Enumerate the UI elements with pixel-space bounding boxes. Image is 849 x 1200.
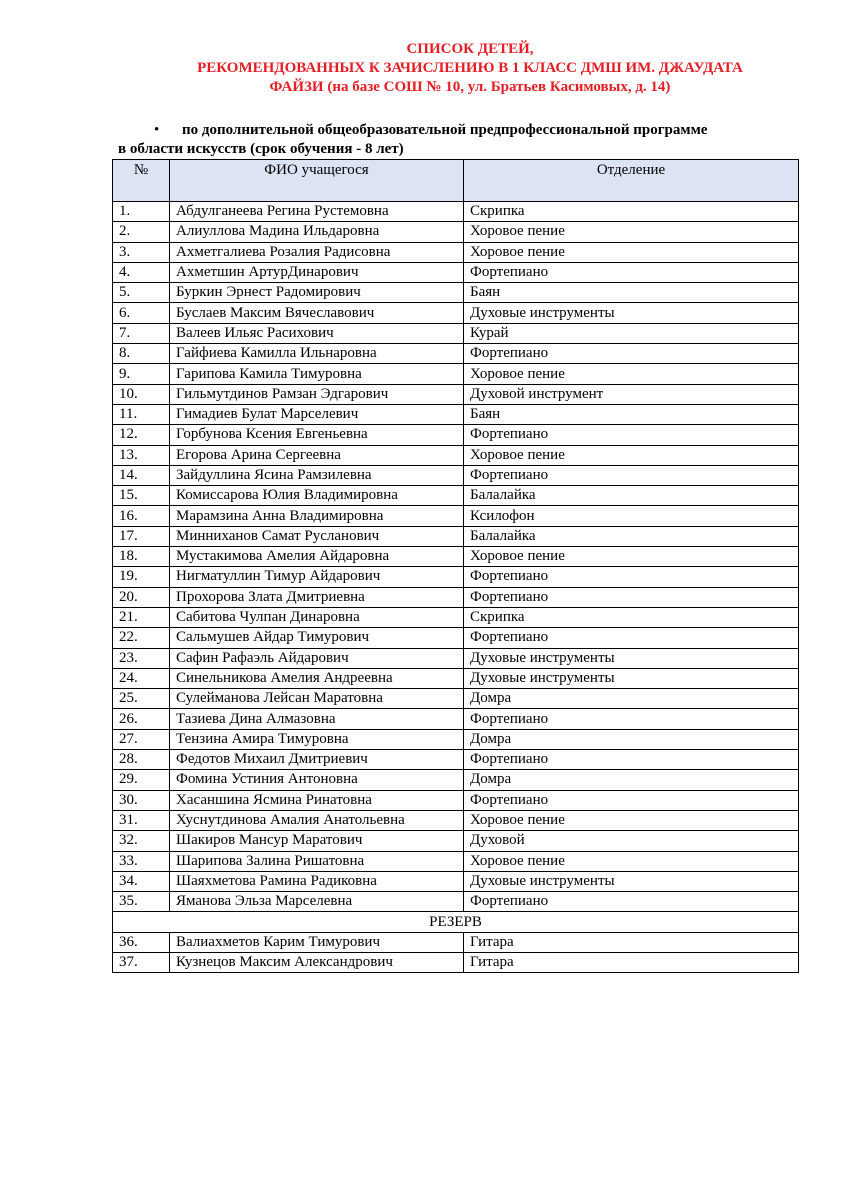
row-number: 16. (113, 506, 170, 526)
table-row (113, 242, 799, 262)
table-row (113, 709, 799, 729)
header-number: № (113, 160, 170, 202)
table-row (113, 303, 799, 323)
department: Фортепиано (464, 750, 799, 770)
table-row (113, 871, 799, 891)
row-number: 18. (113, 547, 170, 567)
table-row (113, 628, 799, 648)
department: Баян (464, 283, 799, 303)
row-number: 5. (113, 283, 170, 303)
student-name: Буслаев Максим Вячеславович (170, 303, 464, 323)
row-number: 30. (113, 790, 170, 810)
student-name: Сафин Рафаэль Айдарович (170, 648, 464, 668)
department: Фортепиано (464, 790, 799, 810)
student-name: Гимадиев Булат Марселевич (170, 404, 464, 424)
row-number: 11. (113, 404, 170, 424)
department: Хоровое пение (464, 851, 799, 871)
row-number: 2. (113, 222, 170, 242)
table-row (113, 932, 799, 952)
table-row (113, 567, 799, 587)
table-row (113, 831, 799, 851)
student-name: Тензина Амира Тимуровна (170, 729, 464, 749)
bullet-icon: • (154, 122, 160, 138)
table-header-row (113, 160, 799, 202)
row-number: 15. (113, 486, 170, 506)
document-title (100, 40, 840, 97)
department: Скрипка (464, 607, 799, 627)
students-table (112, 159, 799, 973)
department: Гитара (464, 932, 799, 952)
row-number: 8. (113, 344, 170, 364)
student-name: Алиуллова Мадина Ильдаровна (170, 222, 464, 242)
title-line-3: ФАЙЗИ (на базе СОШ № 10, ул. Братьев Касимовых, д. 14) (269, 79, 671, 95)
table-row (113, 425, 799, 445)
department: Фортепиано (464, 567, 799, 587)
student-name: Сулейманова Лейсан Маратовна (170, 689, 464, 709)
table-row (113, 952, 799, 972)
department: Хоровое пение (464, 364, 799, 384)
table-row (113, 404, 799, 424)
student-name: Егорова Арина Сергеевна (170, 445, 464, 465)
table-row (113, 689, 799, 709)
row-number: 13. (113, 445, 170, 465)
department: Домра (464, 729, 799, 749)
table-row (113, 202, 799, 222)
student-name: Гильмутдинов Рамзан Эдгарович (170, 384, 464, 404)
program-description (118, 121, 707, 159)
department: Фортепиано (464, 344, 799, 364)
student-name: Тазиева Дина Алмазовна (170, 709, 464, 729)
table-row (113, 892, 799, 912)
student-name: Комиссарова Юлия Владимировна (170, 486, 464, 506)
student-name: Марамзина Анна Владимировна (170, 506, 464, 526)
row-number: 31. (113, 810, 170, 830)
table-row (113, 810, 799, 830)
student-name: Горбунова Ксения Евгеньевна (170, 425, 464, 445)
title-line-1: СПИСОК ДЕТЕЙ, (406, 41, 534, 57)
table-row (113, 486, 799, 506)
reserve-row (113, 912, 799, 932)
student-name: Федотов Михаил Дмитриевич (170, 750, 464, 770)
department: Ксилофон (464, 506, 799, 526)
student-name: Сабитова Чулпан Динаровна (170, 607, 464, 627)
row-number: 6. (113, 303, 170, 323)
student-name: Прохорова Злата Дмитриевна (170, 587, 464, 607)
student-name: Яманова Эльза Марселевна (170, 892, 464, 912)
row-number: 34. (113, 871, 170, 891)
student-name: Зайдуллина Ясина Рамзилевна (170, 465, 464, 485)
student-name: Нигматуллин Тимур Айдарович (170, 567, 464, 587)
table-row (113, 607, 799, 627)
student-name: Гарипова Камила Тимуровна (170, 364, 464, 384)
table-row (113, 729, 799, 749)
table-row (113, 222, 799, 242)
row-number: 19. (113, 567, 170, 587)
department: Фортепиано (464, 709, 799, 729)
department: Хоровое пение (464, 222, 799, 242)
department: Фортепиано (464, 587, 799, 607)
row-number: 3. (113, 242, 170, 262)
student-name: Минниханов Самат Русланович (170, 526, 464, 546)
student-name: Синельникова Амелия Андреевна (170, 668, 464, 688)
header-name: ФИО учащегося (170, 160, 464, 202)
table-row (113, 506, 799, 526)
row-number: 9. (113, 364, 170, 384)
row-number: 17. (113, 526, 170, 546)
student-name: Хуснутдинова Амалия Анатольевна (170, 810, 464, 830)
student-name: Хасаншина Ясмина Ринатовна (170, 790, 464, 810)
student-name: Ахметгалиева Розалия Радисовна (170, 242, 464, 262)
table-row (113, 547, 799, 567)
student-name: Фомина Устиния Антоновна (170, 770, 464, 790)
department: Домра (464, 770, 799, 790)
row-number: 7. (113, 323, 170, 343)
department: Фортепиано (464, 628, 799, 648)
row-number: 28. (113, 750, 170, 770)
student-name: Мустакимова Амелия Айдаровна (170, 547, 464, 567)
department: Скрипка (464, 202, 799, 222)
department: Фортепиано (464, 465, 799, 485)
department: Хоровое пение (464, 445, 799, 465)
table-row (113, 364, 799, 384)
student-name: Шакиров Мансур Маратович (170, 831, 464, 851)
department: Балалайка (464, 526, 799, 546)
program-text-1: по дополнительной общеобразовательной предпрофессиональной программе (182, 122, 708, 138)
row-number: 36. (113, 932, 170, 952)
program-line-2: в области искусств (срок обучения - 8 лет) (118, 141, 404, 157)
student-name: Шарипова Залина Ришатовна (170, 851, 464, 871)
reserve-label: РЕЗЕРВ (113, 912, 799, 932)
department: Фортепиано (464, 262, 799, 282)
department: Духовой инструмент (464, 384, 799, 404)
row-number: 1. (113, 202, 170, 222)
table-row (113, 648, 799, 668)
table-row (113, 668, 799, 688)
row-number: 27. (113, 729, 170, 749)
row-number: 22. (113, 628, 170, 648)
table-row (113, 262, 799, 282)
department: Хоровое пение (464, 242, 799, 262)
row-number: 26. (113, 709, 170, 729)
student-name: Валиахметов Карим Тимурович (170, 932, 464, 952)
program-line-1 (118, 121, 707, 140)
table-row (113, 384, 799, 404)
row-number: 10. (113, 384, 170, 404)
department: Хоровое пение (464, 547, 799, 567)
row-number: 14. (113, 465, 170, 485)
department: Духовой (464, 831, 799, 851)
row-number: 33. (113, 851, 170, 871)
row-number: 20. (113, 587, 170, 607)
row-number: 37. (113, 952, 170, 972)
student-name: Ахметшин АртурДинарович (170, 262, 464, 282)
department: Духовые инструменты (464, 668, 799, 688)
table-row (113, 587, 799, 607)
header-department: Отделение (464, 160, 799, 202)
student-name: Кузнецов Максим Александрович (170, 952, 464, 972)
row-number: 35. (113, 892, 170, 912)
department: Баян (464, 404, 799, 424)
student-name: Сальмушев Айдар Тимурович (170, 628, 464, 648)
table-row (113, 526, 799, 546)
table-row (113, 851, 799, 871)
student-name: Абдулганеева Регина Рустемовна (170, 202, 464, 222)
table-row (113, 770, 799, 790)
department: Духовые инструменты (464, 303, 799, 323)
row-number: 25. (113, 689, 170, 709)
table-row (113, 344, 799, 364)
title-line-2: РЕКОМЕНДОВАННЫХ К ЗАЧИСЛЕНИЮ В 1 КЛАСС ДМШ ИМ. ДЖАУДАТА (197, 60, 743, 76)
row-number: 32. (113, 831, 170, 851)
student-name: Гайфиева Камилла Ильнаровна (170, 344, 464, 364)
table-row (113, 790, 799, 810)
department: Духовые инструменты (464, 648, 799, 668)
department: Домра (464, 689, 799, 709)
table-row (113, 445, 799, 465)
table-body (113, 202, 799, 973)
table-row (113, 283, 799, 303)
row-number: 23. (113, 648, 170, 668)
table-row (113, 465, 799, 485)
row-number: 21. (113, 607, 170, 627)
department: Балалайка (464, 486, 799, 506)
student-name: Буркин Эрнест Радомирович (170, 283, 464, 303)
row-number: 12. (113, 425, 170, 445)
table-row (113, 750, 799, 770)
student-name: Валеев Ильяс Расихович (170, 323, 464, 343)
department: Хоровое пение (464, 810, 799, 830)
department: Курай (464, 323, 799, 343)
row-number: 24. (113, 668, 170, 688)
department: Фортепиано (464, 892, 799, 912)
department: Гитара (464, 952, 799, 972)
student-name: Шаяхметова Рамина Радиковна (170, 871, 464, 891)
table-row (113, 323, 799, 343)
row-number: 4. (113, 262, 170, 282)
department: Фортепиано (464, 425, 799, 445)
row-number: 29. (113, 770, 170, 790)
department: Духовые инструменты (464, 871, 799, 891)
